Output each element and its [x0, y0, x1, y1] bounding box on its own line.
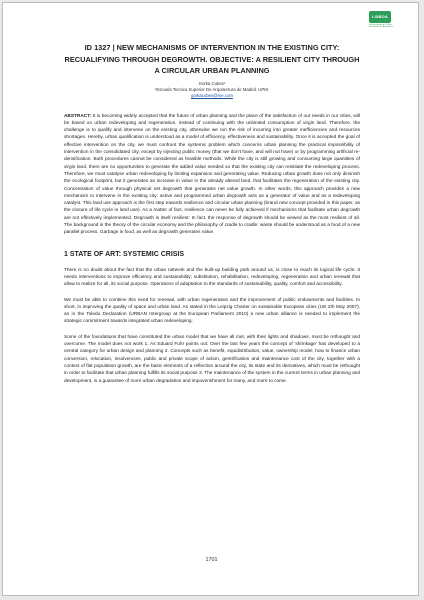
page-number: 1701	[205, 557, 218, 563]
author-email-link[interactable]: gorkacubes@me.com	[191, 92, 233, 98]
author-affiliation: ¹Escuela Tecnica Superior De Arquitectura de Madrid. UPM.	[154, 86, 270, 92]
paper-page	[2, 2, 419, 596]
section-paragraph: There is no doubt about the fact that the urban network and the built-up building park around us, is close to reach its logical life cycle. It needs interventions to improve efficiency and sustainability; substitution, rehabilitation, redeveloping, regeneration and urban renewal that allow to realize for all, its social purpose. Operations of adaptation to the standards of sustainability, quality, comfort and accessibility.	[64, 267, 360, 288]
abstract-label: ABSTRACT:	[64, 113, 92, 119]
section-paragraph: Some of the foundations that have constituted the urban model that we have all met, with their lights and shadows, must be rethought and overcome. The model does not work 1. As Eduard Fuhr points out: Over the last few years the concept of 'shrinkage' has developed to a central category for urban design and planning 2. Concepts such as benefit, equidistribution, value, ownership model, how to finance urban conversion, relocation, insolvencies, public and private scope of action, gentrification and maintenance cost of the city, together with a context of flat population growth, are the basic elements of a reflection around the city, its state and its derivatives, which must be rethought in order to facilitate that urban planning fulfills its social purpose 3. The maintenance of the system in the current terms in urban planning and development, is a guarantee of more urban degradation and impoverishment for many, and more to come.	[64, 334, 360, 384]
author-name: Gorka Cubes¹	[198, 80, 226, 86]
conference-logo	[369, 11, 401, 33]
logo-subtext: Universidade de Lisboa · Faculdade de Arquitetura	[369, 24, 394, 29]
logo-badge: LISBOA	[369, 11, 391, 23]
paper-content	[64, 42, 360, 393]
abstract-text: It is becoming widely accepted that the future of urban planning and the place of the satisfaction of our needs in our cities, will be based on urban redeveloping and regeneration, instead of continuing with the unlimited consumption of virgin land. Therefore, the challenge is to qualify and intervene on the existing city, otherwise we run the risk of incurring into greater inefficiencies and resources shortages. Hereby, urban qualification is understood as a model of efficiency, effectiveness and sustainability. Once it is accepted the goal of effective intervention on the city, we must confront the systemic problem which concerns urban planning the practical impossibility of intervention in the consolidated city, except by injecting public money (that we don't have, and will not have) or by programming artificial re-densification. Both procedures cannot be considered as feasible methods. While the city is still growing and consuming large quantities of virgin land, there are no opportunities to generate the added value needed so that the existing city can reinitiate the redeveloping process. Therefore, we must catalyse urban redeveloping by limiting expansion and generating value. Reducing urban growth does not only diminish the ecological footprint, but it generates an increase in value in the already altered land, that facilitates the regeneration of the existing city. Concentration of value through physical net degrowth that generates net value growth. In other words, this approach provides a new mechanism to intervene in the existing city: active and programmed urban degrowth acts as a generator of value and as a redeveloping catalyst. This land use approach is the first step towards resilience and circular urban planning (brand new concept provided in this paper, as the closure of life cycle in land use). As a matter of fact, resilience can never be fully achieved if mechanisms that facilitate urban degrowth are not effectively implemented. Degrowth is itself resilient: In fact, the response of degrowth should be viewed as the most resilient of all. The background is the theory of the circular economy and the philosophy of cradle to cradle: waste should be understood as a food of a new parallel process. Garbage is food, as well as degrowth generates value.	[64, 113, 360, 236]
paper-title: ID 1327 | NEW MECHANISMS OF INTERVENTION IN THE EXISTING CITY: RECUALIFYING THROUGH DEGROWTH. OBJECTIVE: A RESILIENT CITY THROUGH A CIRCULAR URBAN PLANNING	[64, 43, 360, 75]
section-heading: 1 STATE OF ART: SYSTEMIC CRISIS	[64, 250, 185, 258]
abstract	[64, 113, 360, 237]
section-paragraph: We must be able to combine this need for renewal, with urban regeneration and the improvement of public endowments and facilities. In short, in improving the quality of space and urban land. As stated in the Leipzig Charter on sustainable European cities (UE 2th May 2007), an in the Toledo Declaration (URBAN Intergroup at the European Parliament 2010) a new urban alliance is needed to implement the strategic commitment towards integrated urban redeveloping.	[64, 297, 360, 325]
